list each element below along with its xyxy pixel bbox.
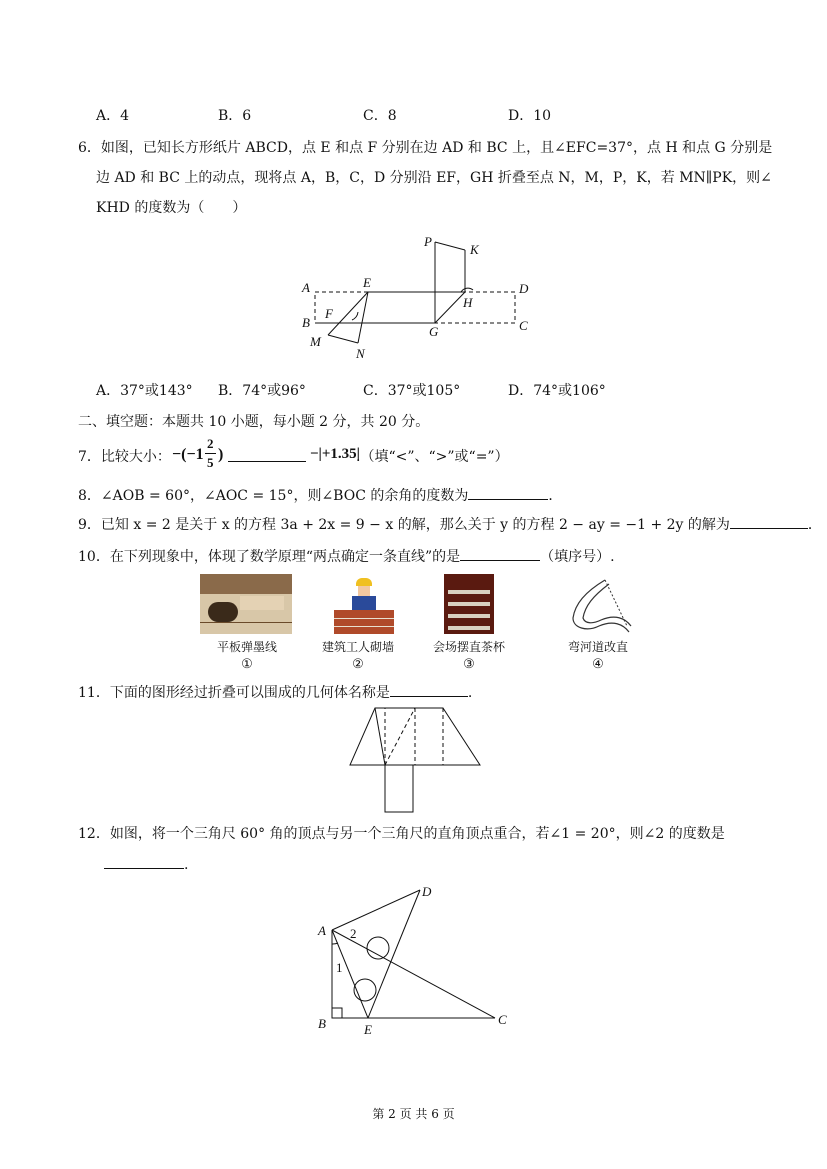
q6-label-b: B [302,315,310,330]
q6-label-a: A [302,280,310,295]
q11-answer-blank[interactable] [390,682,468,697]
q11-net-figure [340,705,500,815]
q11-suffix: . [467,685,473,701]
q10-caption-3: 会场摆直茶杯 [432,640,505,654]
q10-number-2: ② [352,657,364,672]
q7-answer-blank[interactable] [228,447,306,462]
q12-label-b: B [318,1016,326,1031]
q6-label-m: M [310,334,321,349]
q8-text: ∠AOB = 60°，∠AOC = 15°，则∠BOC 的余角的度数为 [100,488,469,504]
q11-text: 11．下面的图形经过折叠可以围成的几何体名称是 [78,685,390,701]
q9-answer-blank[interactable] [730,514,808,529]
q7-hint: .（填“<”、“>”或“=”） [356,449,509,465]
q6-line-2: 边 AD 和 BC 上的动点，现将点 A，B，C，D 分别沿 EF，GH 折叠至点 N，M，P，K，若 MN∥PK，则∠ [96,170,772,186]
q6-line-1: 6．如图，已知长方形纸片 ABCD，点 E 和点 F 分别在边 AD 和 BC 上，且∠EFC=37°，点 H 和点 G 分别是 [78,140,773,156]
q12-label-c: C [498,1012,507,1027]
q8-line [78,485,562,505]
q10-text: 10．在下列现象中，体现了数学原理“两点确定一条直线”的是 [78,549,461,565]
q5-option-d: D．10 [508,108,552,124]
q5-option-a: A．4 [96,108,130,124]
q6-label-p: P [424,234,432,249]
q5-option-c: C．8 [363,108,397,124]
q6-fold-figure [290,230,550,370]
q7-expr-left: −(−1 [172,446,204,463]
q6-line-3: KHD 的度数为（ ） [96,200,247,216]
q6-label-k: K [470,242,479,257]
q9-line [78,514,822,534]
q6-label-f: F [325,306,333,321]
q6-option-d: D．74°或106° [508,383,606,399]
q10-caption-4: 弯河道改直 [567,640,628,654]
q10-number-4: ④ [592,657,604,672]
q10-line [78,546,615,566]
q12-suffix: . [184,857,189,873]
q10-caption-1: 平板弹墨线 [216,640,277,654]
q8-answer-blank[interactable] [468,485,548,500]
page-footer: 第 2 页 共 6 页 [372,1107,455,1121]
q10-answer-blank[interactable] [460,546,540,561]
q12-label-angle-1: 1 [336,960,343,975]
q10-photo-3 [444,574,494,634]
q10-caption-2: 建筑工人砌墙 [321,640,394,654]
q10-suffix: （填序号）. [540,549,615,565]
q7-frac-bar [205,453,216,454]
q12-answer-blank[interactable] [104,854,184,869]
q10-number-3: ③ [463,657,475,672]
q10-photo-2 [318,574,410,634]
q7-expr-after: −|+1.35| [310,446,360,462]
q6-option-b: B．74°或96° [218,383,306,399]
q7-prefix: 7．比较大小： [78,449,171,465]
q6-label-e: E [363,275,371,290]
q12-label-e: E [364,1022,372,1037]
q12-line-1: 12．如图，将一个三角尺 60° 角的顶点与另一个三角尺的直角顶点重合，若∠1 = 20°，则∠2 的度数是 [78,826,725,842]
q12-label-angle-2: 2 [350,926,357,941]
q6-label-h: H [463,295,473,310]
q10-photo-1 [200,574,292,634]
q7-expr-right: ) [218,446,224,463]
q6-option-c: C．37°或105° [363,383,461,399]
q5-option-b: B．6 [218,108,252,124]
q11-line [78,682,472,702]
q8-suffix: ． [548,488,563,504]
q6-option-a: A．37°或143° [96,383,193,399]
q12-line-2 [104,854,188,873]
q6-label-n: N [356,346,365,361]
q10-number-1: ① [241,657,253,672]
q7-frac-den: 5 [207,455,214,470]
q12-triangle-figure [310,880,520,1040]
q8-prefix: 8． [78,488,101,504]
section-2-heading: 二、填空题：本题共 10 小题，每小题 2 分，共 20 分。 [78,414,430,430]
q10-river-drawing [565,574,635,636]
q7-frac-num: 2 [207,436,214,451]
q6-label-g: G [429,324,439,339]
q12-label-a: A [318,923,326,938]
q9-text: 9．已知 x = 2 是关于 x 的方程 3a + 2x = 9 − x 的解，那么关于 y 的方程 2 − ay = −1 + 2y 的解为 [78,517,730,533]
q6-label-c: C [519,318,528,333]
q12-label-d: D [422,884,432,899]
q9-suffix: ． [807,517,822,533]
q6-label-d: D [519,281,529,296]
